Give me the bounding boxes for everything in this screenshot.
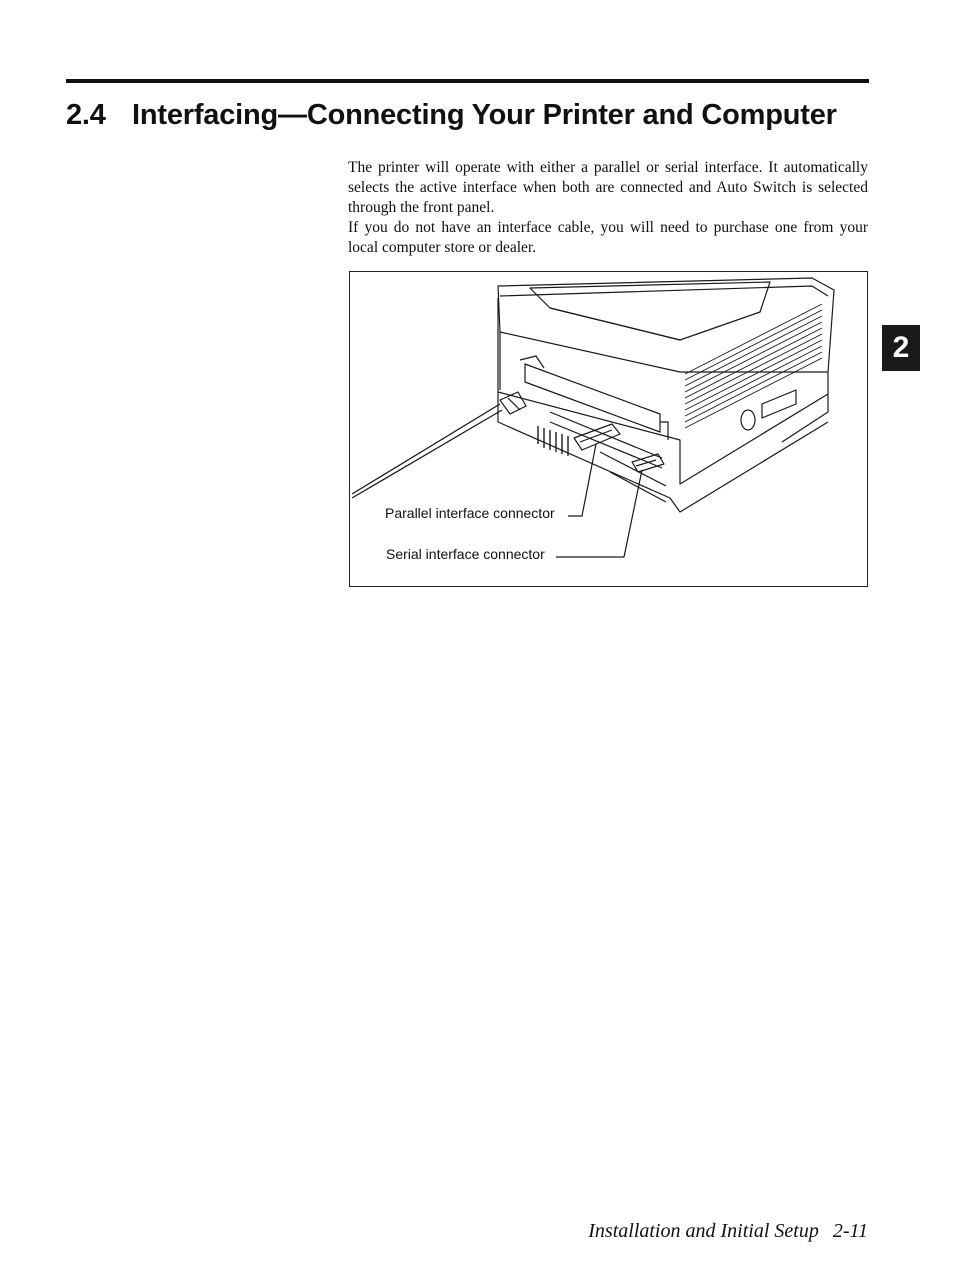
- chapter-tab: 2: [882, 325, 920, 371]
- body-text: [348, 158, 868, 258]
- printer-rear-figure: [349, 271, 868, 587]
- section-title: Interfacing—Connecting Your Printer and Computer: [132, 99, 837, 131]
- page-number: 2-11: [832, 1220, 868, 1242]
- paragraph-cable: If you do not have an interface cable, you will need to purchase one from your local computer store or dealer.: [348, 219, 868, 256]
- section-number: 2.4: [66, 99, 106, 131]
- parallel-connector-label: Parallel interface connector: [385, 505, 555, 521]
- section-heading: [66, 99, 837, 132]
- footer-title: Installation and Initial Setup: [588, 1220, 819, 1242]
- page-footer: [588, 1220, 868, 1243]
- paragraph-interface: The printer will operate with either a parallel or serial interface. It automatically selects the active interface when both are connected and Auto Switch is selected through the front panel.: [348, 159, 868, 216]
- serial-connector-label: Serial interface connector: [386, 546, 545, 562]
- section-top-rule: [66, 79, 869, 83]
- printer-illustration: [350, 272, 867, 586]
